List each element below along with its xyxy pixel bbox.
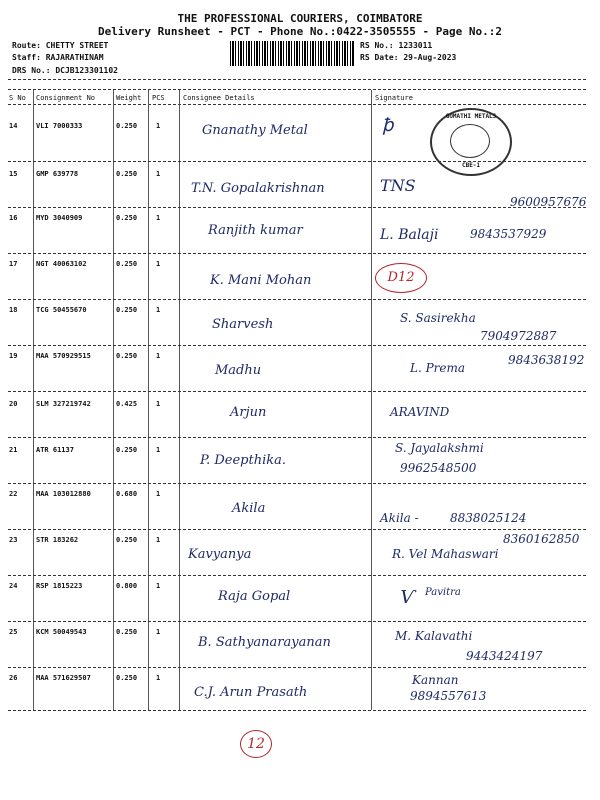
row-phone: 9600957676 bbox=[510, 195, 587, 209]
row-consignment: VLI 7000333 bbox=[36, 122, 83, 130]
column-header-signature: Signature bbox=[375, 94, 413, 102]
row-consignment: SLM 327219742 bbox=[36, 400, 91, 408]
row-weight: 0.250 bbox=[116, 306, 138, 314]
row-weight: 0.425 bbox=[116, 400, 138, 408]
row-sno: 20 bbox=[9, 400, 18, 408]
row-signature: Pavitra bbox=[425, 587, 461, 598]
row-sno: 17 bbox=[9, 260, 18, 268]
row-phone: 7904972887 bbox=[480, 329, 557, 343]
row-weight: 0.680 bbox=[116, 490, 138, 498]
row-weight: 0.800 bbox=[116, 582, 138, 590]
row-signature-mark: Ѵ bbox=[400, 587, 416, 608]
row-consignment: NGT 40063102 bbox=[36, 260, 87, 268]
row-separator bbox=[8, 391, 586, 392]
row-consignee: Madhu bbox=[215, 363, 262, 378]
row-separator bbox=[8, 437, 586, 438]
row-pcs: 1 bbox=[156, 122, 161, 130]
row-signature: M. Kalavathi bbox=[395, 629, 473, 643]
row-consignee: Gnanathy Metal bbox=[202, 123, 308, 138]
row-sno: 19 bbox=[9, 352, 18, 360]
row-phone: 9443424197 bbox=[466, 649, 543, 663]
row-signature: Akila - bbox=[380, 511, 419, 525]
row-pcs: 1 bbox=[156, 400, 161, 408]
row-separator bbox=[8, 253, 586, 254]
drs-label: DRS No.: DCJB123301102 bbox=[12, 66, 118, 75]
row-signature: S. Jayalakshmi bbox=[395, 441, 484, 455]
row-consignment: STR 183262 bbox=[36, 536, 79, 544]
row-consignee: K. Mani Mohan bbox=[210, 273, 312, 288]
row-separator bbox=[8, 575, 586, 576]
row-sno: 21 bbox=[9, 446, 18, 454]
row-consignee: Akila bbox=[232, 501, 266, 516]
separator bbox=[8, 89, 586, 90]
row-weight: 0.250 bbox=[116, 352, 138, 360]
row-separator bbox=[8, 710, 586, 711]
row-sno: 18 bbox=[9, 306, 18, 314]
row-separator bbox=[8, 345, 586, 346]
column-divider bbox=[33, 90, 34, 710]
row-sno: 16 bbox=[9, 214, 18, 222]
row-sno: 15 bbox=[9, 170, 18, 178]
row-phone: 9894557613 bbox=[410, 689, 487, 703]
row-signature: TNS bbox=[380, 176, 416, 195]
row-sno: 22 bbox=[9, 490, 18, 498]
runsheet-subtitle: Delivery Runsheet - PCT - Phone No.:0422-3505555 - Page No.:2 bbox=[98, 25, 502, 38]
row-signature: ꝥ bbox=[382, 115, 394, 136]
row-signature: Kannan bbox=[412, 673, 459, 687]
company-stamp bbox=[430, 108, 512, 176]
row-consignment: MAA 103012880 bbox=[36, 490, 91, 498]
row-phone: 8360162850 bbox=[503, 532, 580, 546]
row-consignee: Arjun bbox=[230, 405, 267, 420]
row-pcs: 1 bbox=[156, 582, 161, 590]
row-weight: 0.250 bbox=[116, 536, 138, 544]
row-weight: 0.250 bbox=[116, 446, 138, 454]
row-pcs: 1 bbox=[156, 306, 161, 314]
row-consignee: Ranjith kumar bbox=[208, 223, 303, 238]
row-signature: L. Prema bbox=[410, 361, 466, 375]
row-consignee: Kavyanya bbox=[188, 547, 252, 562]
row-weight: 0.250 bbox=[116, 674, 138, 682]
column-header-consignee: Consignee Details bbox=[183, 94, 255, 102]
row-pcs: 1 bbox=[156, 352, 161, 360]
row-separator bbox=[8, 529, 586, 530]
row-weight: 0.250 bbox=[116, 260, 138, 268]
row-consignee: P. Deepthika. bbox=[200, 453, 287, 468]
stamp-inner-ring bbox=[450, 124, 490, 158]
row-sno: 26 bbox=[9, 674, 18, 682]
row-sno: 24 bbox=[9, 582, 18, 590]
row-pcs: 1 bbox=[156, 674, 161, 682]
row-consignment: TCG 50455670 bbox=[36, 306, 87, 314]
row-consignee: T.N. Gopalakrishnan bbox=[191, 181, 325, 196]
row-separator bbox=[8, 207, 586, 208]
row-weight: 0.250 bbox=[116, 214, 138, 222]
column-header-consignment: Consignment No bbox=[36, 94, 96, 102]
column-divider bbox=[113, 90, 114, 710]
row-pcs: 1 bbox=[156, 536, 161, 544]
row-consignee: Sharvesh bbox=[212, 317, 274, 332]
column-divider bbox=[179, 90, 180, 710]
separator bbox=[8, 79, 586, 80]
row-phone: 8838025124 bbox=[450, 511, 527, 525]
row-consignee: B. Sathyanarayanan bbox=[198, 635, 331, 650]
row-separator bbox=[8, 621, 586, 622]
rs-number: RS No.: 1233011 bbox=[360, 41, 433, 50]
row-signature: S. Sasirekha bbox=[400, 311, 476, 325]
row-consignment: GMP 639778 bbox=[36, 170, 79, 178]
column-header-weight: Weight bbox=[116, 94, 142, 102]
row-separator bbox=[8, 483, 586, 484]
row-weight: 0.250 bbox=[116, 628, 138, 636]
row-separator bbox=[8, 667, 586, 668]
column-header-sno: S No bbox=[9, 94, 26, 102]
row-consignee: C.J. Arun Prasath bbox=[194, 685, 308, 700]
separator bbox=[8, 104, 586, 105]
row-phone: 9843638192 bbox=[508, 353, 585, 367]
row-signature: ARAVIND bbox=[390, 405, 450, 419]
row-pcs: 1 bbox=[156, 170, 161, 178]
route-label: Route: CHETTY STREET bbox=[12, 41, 109, 50]
row-phone: 9962548500 bbox=[400, 461, 477, 475]
row-signature: R. Vel Mahaswari bbox=[392, 547, 499, 561]
rs-date: RS Date: 29-Aug-2023 bbox=[360, 53, 457, 62]
staff-label: Staff: RAJARATHINAM bbox=[12, 53, 104, 62]
row-consignment: ATR 61137 bbox=[36, 446, 74, 454]
barcode bbox=[230, 41, 355, 66]
row-consignment: RSP 1815223 bbox=[36, 582, 83, 590]
row-consignment: MAA 570929515 bbox=[36, 352, 91, 360]
row-signature: L. Balaji bbox=[380, 227, 439, 243]
row-weight: 0.250 bbox=[116, 170, 138, 178]
stamp-bottom-text: CBE-1 bbox=[461, 162, 481, 169]
row-pcs: 1 bbox=[156, 490, 161, 498]
row-pcs: 1 bbox=[156, 628, 161, 636]
row-pcs: 1 bbox=[156, 446, 161, 454]
row-sno: 14 bbox=[9, 122, 18, 130]
row-phone: 9843537929 bbox=[470, 227, 547, 241]
column-divider bbox=[148, 90, 149, 710]
row-note-circle: D12 bbox=[375, 263, 427, 293]
row-pcs: 1 bbox=[156, 260, 161, 268]
row-pcs: 1 bbox=[156, 214, 161, 222]
row-separator bbox=[8, 299, 586, 300]
column-header-pcs: PCS bbox=[152, 94, 165, 102]
row-consignee: Raja Gopal bbox=[218, 589, 291, 604]
row-consignment: MAA 571629507 bbox=[36, 674, 91, 682]
row-sno: 23 bbox=[9, 536, 18, 544]
row-consignment: KCM 50049543 bbox=[36, 628, 87, 636]
row-sno: 25 bbox=[9, 628, 18, 636]
company-title: THE PROFESSIONAL COURIERS, COIMBATORE bbox=[177, 12, 423, 25]
row-consignment: MYD 3040909 bbox=[36, 214, 83, 222]
column-divider bbox=[371, 90, 372, 710]
row-weight: 0.250 bbox=[116, 122, 138, 130]
page-number-circle: 12 bbox=[240, 730, 272, 758]
stamp-top-text: GOMATHI METALS bbox=[445, 113, 497, 120]
